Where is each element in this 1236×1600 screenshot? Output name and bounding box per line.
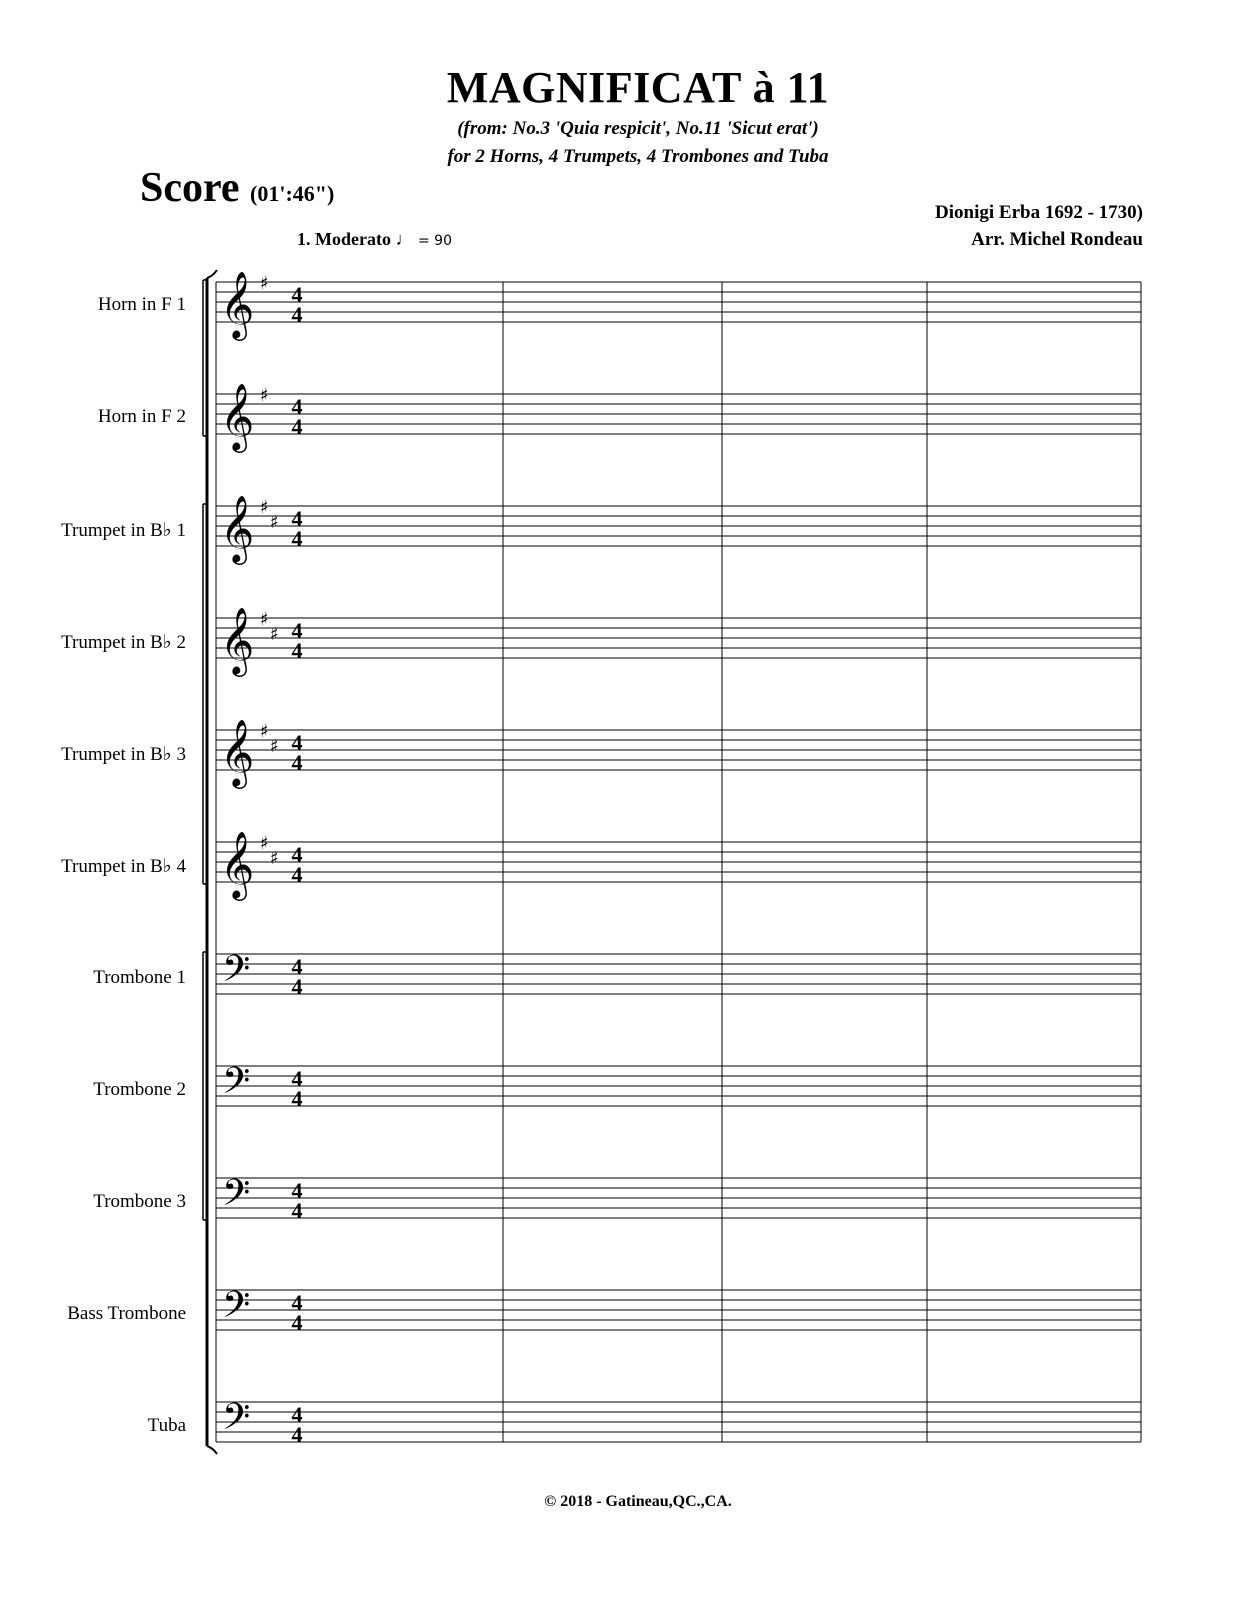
sharp-icon: ♯ — [270, 624, 279, 645]
music-system — [203, 270, 1141, 1454]
treble-clef-icon: 𝄞 — [220, 382, 255, 450]
staff-label: Trombone 3 — [93, 1191, 186, 1212]
time-signature-bottom: 4 — [291, 302, 303, 327]
time-signature-top: 4 — [291, 282, 303, 307]
staff-label: Horn in F 1 — [97, 294, 186, 315]
treble-clef-icon: 𝄞 — [220, 606, 255, 674]
sharp-icon: ♯ — [260, 609, 269, 630]
score-duration: (01':46") — [250, 181, 335, 206]
staff-label: Trombone 2 — [93, 1079, 186, 1100]
staff-label: Trumpet in B♭ 3 — [61, 744, 186, 765]
sharp-icon: ♯ — [260, 497, 269, 518]
tempo-text: 1. Moderato — [297, 229, 391, 249]
time-signature-top: 4 — [291, 1290, 303, 1315]
time-signature-top: 4 — [291, 618, 303, 643]
time-signature-top: 4 — [291, 506, 303, 531]
time-signature-top: 4 — [291, 954, 303, 979]
time-signature-bottom: 4 — [291, 1198, 303, 1223]
bass-clef-icon: 𝄢 — [222, 1284, 251, 1335]
bass-clef-icon: 𝄢 — [222, 1060, 251, 1111]
treble-clef-icon: 𝄞 — [220, 830, 255, 898]
sharp-icon: ♯ — [260, 385, 269, 406]
time-signature-bottom: 4 — [291, 638, 303, 663]
staff-label: Bass Trombone — [67, 1303, 186, 1324]
sharp-icon: ♯ — [270, 848, 279, 869]
score-label: Score — [140, 165, 240, 211]
treble-clef-icon: 𝄞 — [220, 718, 255, 786]
sharp-icon: ♯ — [270, 736, 279, 757]
bracket-hook — [207, 270, 217, 278]
quarter-note-icon: ♩ — [395, 229, 414, 249]
subtitle-instrumentation: for 2 Horns, 4 Trumpets, 4 Trombones and Tuba — [447, 146, 829, 167]
time-signature-top: 4 — [291, 1066, 303, 1091]
staff-label: Trumpet in B♭ 4 — [61, 856, 186, 877]
staff-label: Trumpet in B♭ 1 — [61, 520, 186, 541]
composer: Dionigi Erba 1692 - 1730) — [935, 202, 1143, 223]
treble-clef-icon: 𝄞 — [220, 494, 255, 562]
time-signature-bottom: 4 — [291, 750, 303, 775]
time-signature-bottom: 4 — [291, 1310, 303, 1335]
time-signature-bottom: 4 — [291, 1422, 303, 1447]
time-signature-bottom: 4 — [291, 414, 303, 439]
time-signature-top: 4 — [291, 1178, 303, 1203]
time-signature-bottom: 4 — [291, 526, 303, 551]
time-signature-top: 4 — [291, 394, 303, 419]
staff-label: Horn in F 2 — [97, 406, 186, 427]
subtitle-source: (from: No.3 'Quia respicit', No.11 'Sicut erat') — [457, 118, 819, 139]
time-signature-top: 4 — [291, 730, 303, 755]
bracket-hook — [207, 1446, 217, 1454]
sharp-icon: ♯ — [270, 512, 279, 533]
sharp-icon: ♯ — [260, 273, 269, 294]
staff-label: Tuba — [147, 1415, 186, 1436]
staff-label: Trumpet in B♭ 2 — [61, 632, 186, 653]
bass-clef-icon: 𝄢 — [222, 948, 251, 999]
sharp-icon: ♯ — [260, 721, 269, 742]
time-signature-bottom: 4 — [291, 974, 303, 999]
time-signature-top: 4 — [291, 842, 303, 867]
bass-clef-icon: 𝄢 — [222, 1172, 251, 1223]
staff-label: Trombone 1 — [93, 967, 186, 988]
tempo-value: = 90 — [417, 233, 452, 249]
sharp-icon: ♯ — [260, 833, 269, 854]
time-signature-top: 4 — [291, 1402, 303, 1427]
arranger: Arr. Michel Rondeau — [971, 229, 1143, 250]
time-signature-bottom: 4 — [291, 1086, 303, 1111]
piece-title: MAGNIFICAT à 11 — [446, 63, 830, 112]
copyright-footer: © 2018 - Gatineau,QC.,CA. — [544, 1493, 732, 1510]
time-signature-bottom: 4 — [291, 862, 303, 887]
treble-clef-icon: 𝄞 — [220, 270, 255, 338]
bass-clef-icon: 𝄢 — [222, 1396, 251, 1447]
